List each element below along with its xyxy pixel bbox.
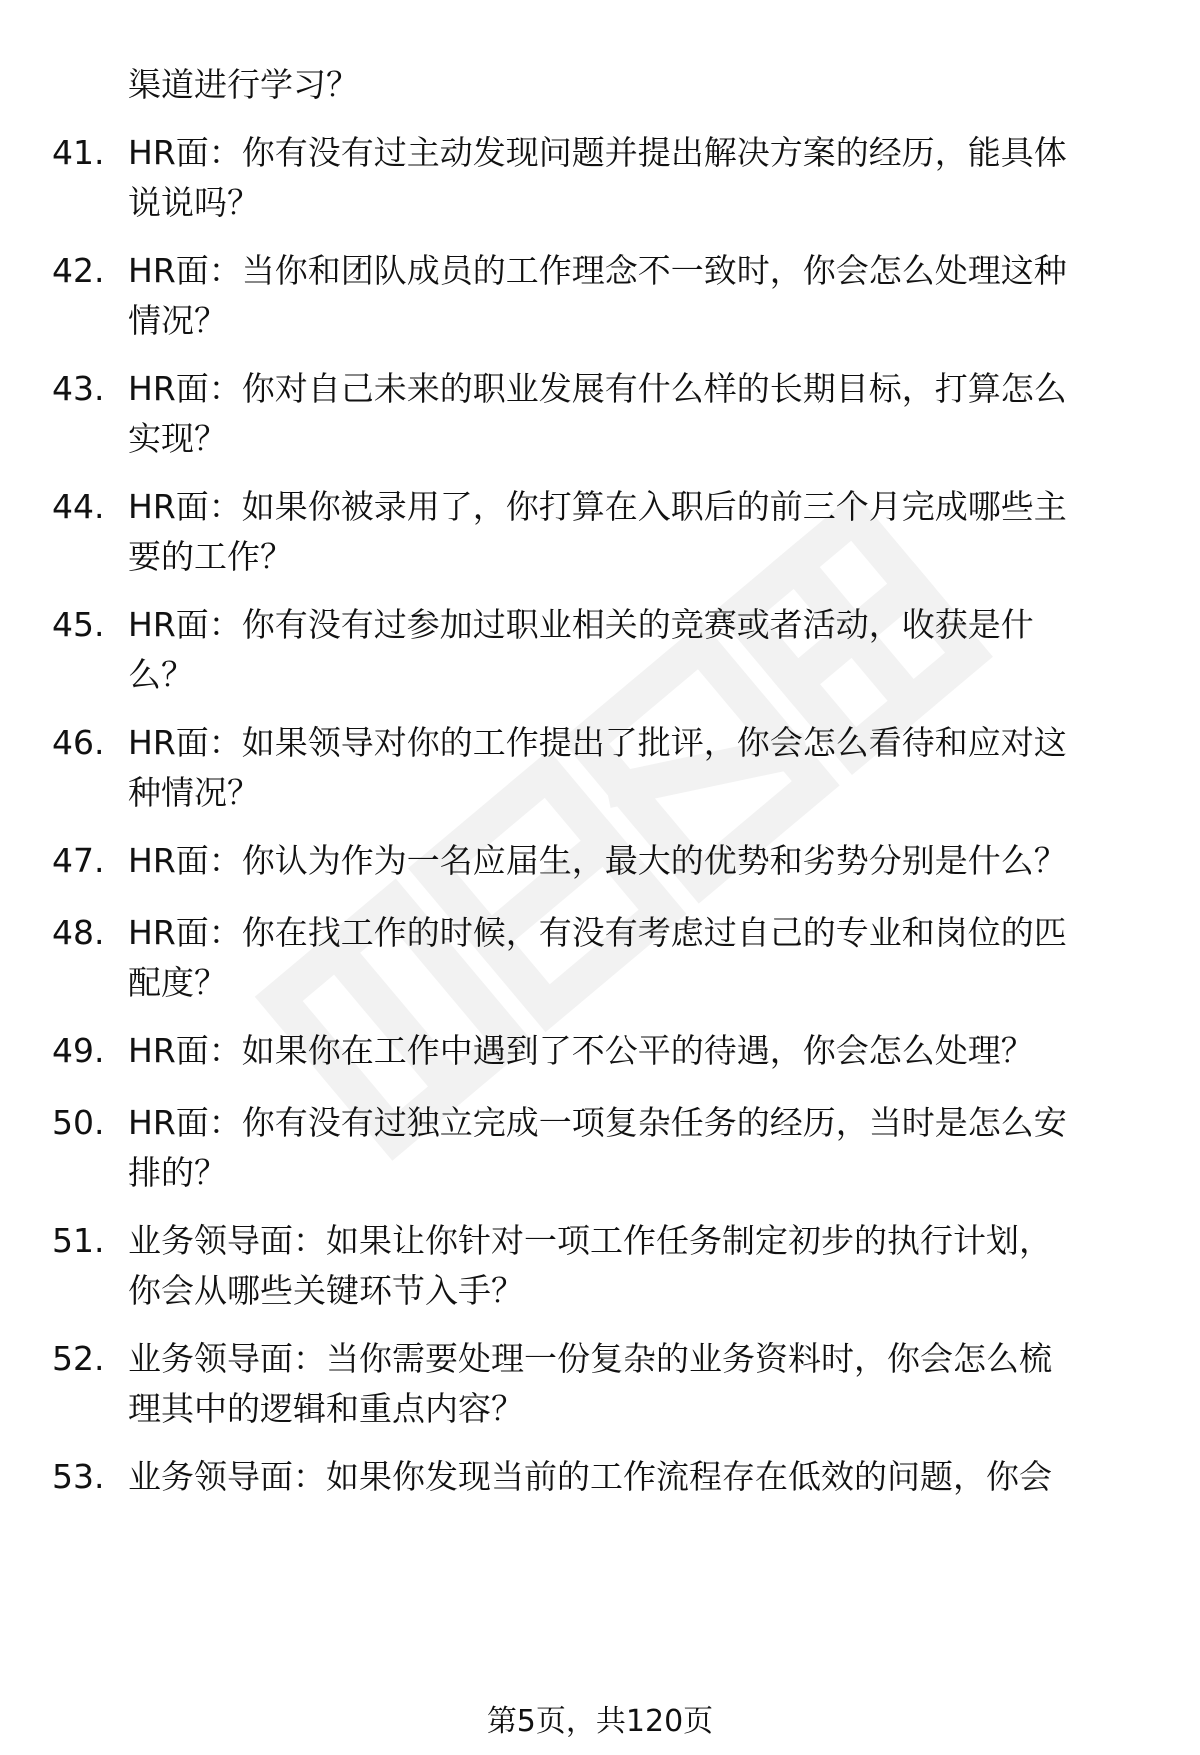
item-number: 44. (52, 487, 105, 526)
item-text: HR面：你认为作为一名应届生，最大的优势和劣势分别是什么？ (128, 841, 1067, 880)
item-number: 49. (52, 1031, 105, 1070)
item-text: HR面：如果你被录用了，你打算在入职后的前三个月完成哪些主 要的工作？ (128, 487, 1067, 576)
item-number: 45. (52, 605, 105, 644)
item-text: HR面：你有没有过参加过职业相关的竞赛或者活动，收获是什 么？ (128, 605, 1034, 694)
item-number: 53. (52, 1457, 105, 1496)
continuation-text: 渠道进行学习？ (128, 65, 359, 104)
item-number: 46. (52, 723, 105, 762)
list-item (0, 600, 1200, 710)
item-number: 48. (52, 913, 105, 952)
item-text: HR面：你有没有过主动发现问题并提出解决方案的经历，能具体 说说吗？ (128, 133, 1067, 222)
item-text: 业务领导面：如果你发现当前的工作流程存在低效的问题，你会 (128, 1457, 1052, 1496)
page-footer: 第5页，共120页 (486, 1704, 714, 1739)
item-number: 52. (52, 1339, 105, 1378)
item-number: 50. (52, 1103, 105, 1142)
item-text: HR面：你有没有过独立完成一项复杂任务的经历，当时是怎么安 排的？ (128, 1103, 1067, 1192)
item-text: HR面：当你和团队成员的工作理念不一致时，你会怎么处理这种 情况？ (128, 251, 1067, 340)
list-item (0, 1216, 1200, 1326)
list-item (0, 1334, 1200, 1444)
item-text: 业务领导面：当你需要处理一份复杂的业务资料时，你会怎么梳 理其中的逻辑和重点内容？ (128, 1339, 1052, 1428)
item-number: 51. (52, 1221, 105, 1260)
item-text: HR面：你在找工作的时候，有没有考虑过自己的专业和岗位的匹 配度？ (128, 913, 1067, 1002)
item-number: 41. (52, 133, 105, 172)
list-item (0, 1452, 1200, 1562)
list-item (0, 718, 1200, 828)
item-number: 42. (52, 251, 105, 290)
list-item (0, 364, 1200, 474)
list-item (0, 482, 1200, 592)
item-text: 业务领导面：如果让你针对一项工作任务制定初步的执行计划， 你会从哪些关键环节入手？ (128, 1221, 1052, 1310)
list-item (0, 1098, 1200, 1208)
item-text: HR面：如果领导对你的工作提出了批评，你会怎么看待和应对这 种情况？ (128, 723, 1067, 812)
item-text: HR面：你对自己未来的职业发展有什么样的长期目标，打算怎么 实现？ (128, 369, 1067, 458)
item-number: 43. (52, 369, 105, 408)
list-item (0, 246, 1200, 356)
item-number: 47. (52, 841, 105, 880)
item-text: HR面：如果你在工作中遇到了不公平的待遇，你会怎么处理？ (128, 1031, 1034, 1070)
list-item (0, 908, 1200, 1018)
list-item (0, 128, 1200, 238)
